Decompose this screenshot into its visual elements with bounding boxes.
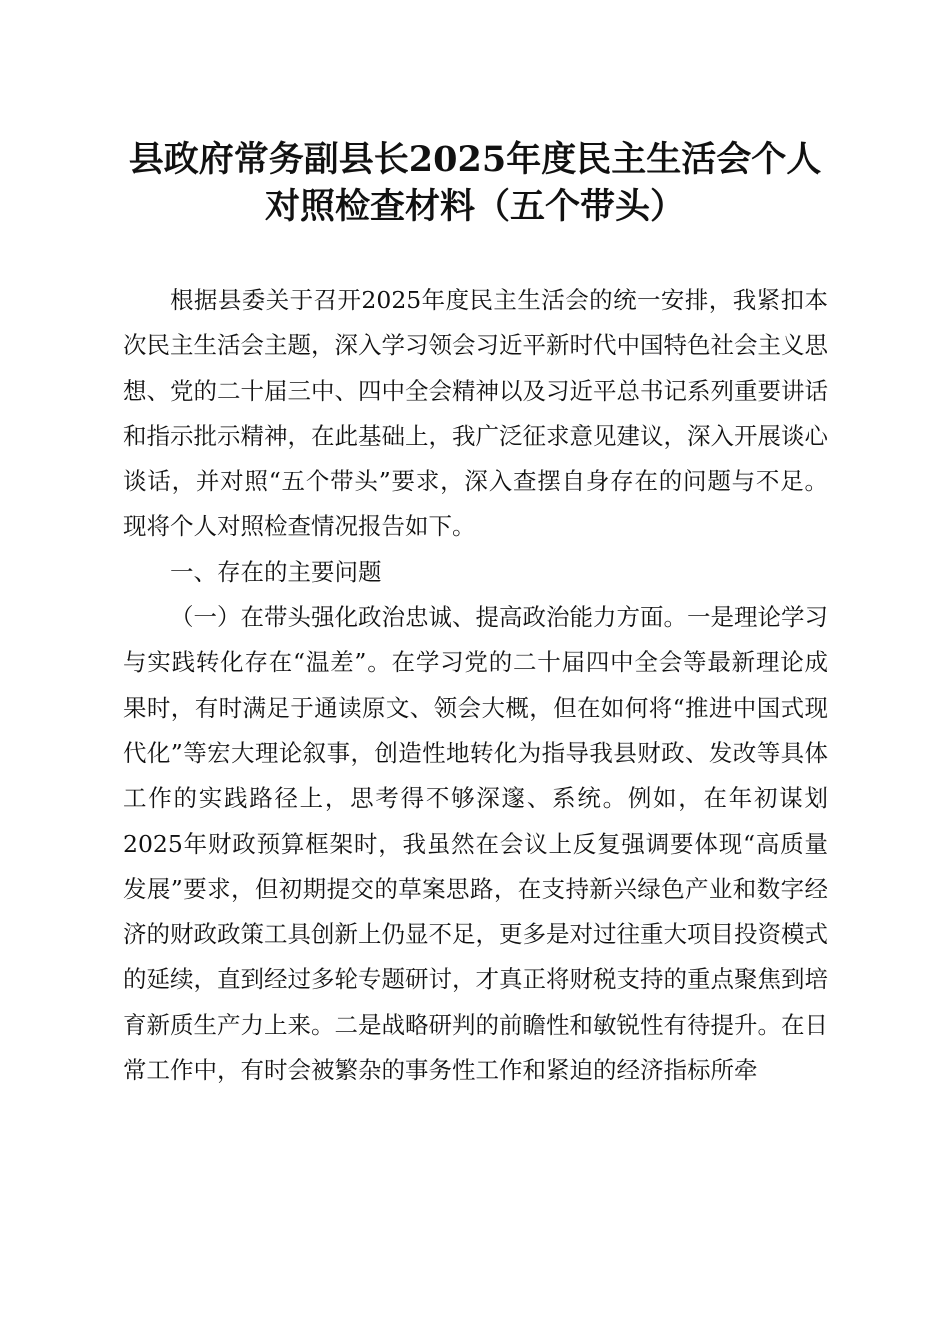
document-body — [123, 278, 828, 1093]
section-heading-1: 一、存在的主要问题 — [170, 557, 382, 586]
section-1-paragraph-1: （一）在带头强化政治忠诚、提高政治能力方面。一是理论学习与实践转化存在“温差”。在学习党的二十届四中全会等最新理论成果时，有时满足于通读原文、领会大概，但在如何将“推进中国式现代化”等宏大理论叙事，创造性地转化为指导我县财政、发改等具体工作的实践路径上，思考得不够深邃、系统。例如，在年初谋划2025年财政预算框架时，我虽然在会议上反复强调要体现“高质量发展”要求，但初期提交的草案思路，在支持新兴绿色产业和数字经济的财政政策工具创新上仍显不足，更多是对过往重大项目投资模式的延续，直到经过多轮专题研讨，才真正将财税支持的重点聚焦到培育新质生产力上来。二是战略研判的前瞻性和敏锐性有待提升。在日常工作中，有时会被繁杂的事务性工作和紧迫的经济指标所牵 — [123, 603, 828, 1085]
document-title-line-2: 对照检查材料（五个带头） — [264, 186, 685, 227]
document-title-line-1: 县政府常务副县长2025年度民主生活会个人 — [128, 139, 822, 180]
intro-paragraph: 根据县委关于召开2025年度民主生活会的统一安排，我紧扣本次民主生活会主题，深入学习领会习近平新时代中国特色社会主义思想、党的二十届三中、四中全会精神以及习近平总书记系列重要讲话和指示批示精神，在此基础上，我广泛征求意见建议，深入开展谈心谈话，并对照“五个带头”要求，深入查摆自身存在的问题与不足。现将个人对照检查情况报告如下。 — [123, 286, 828, 541]
